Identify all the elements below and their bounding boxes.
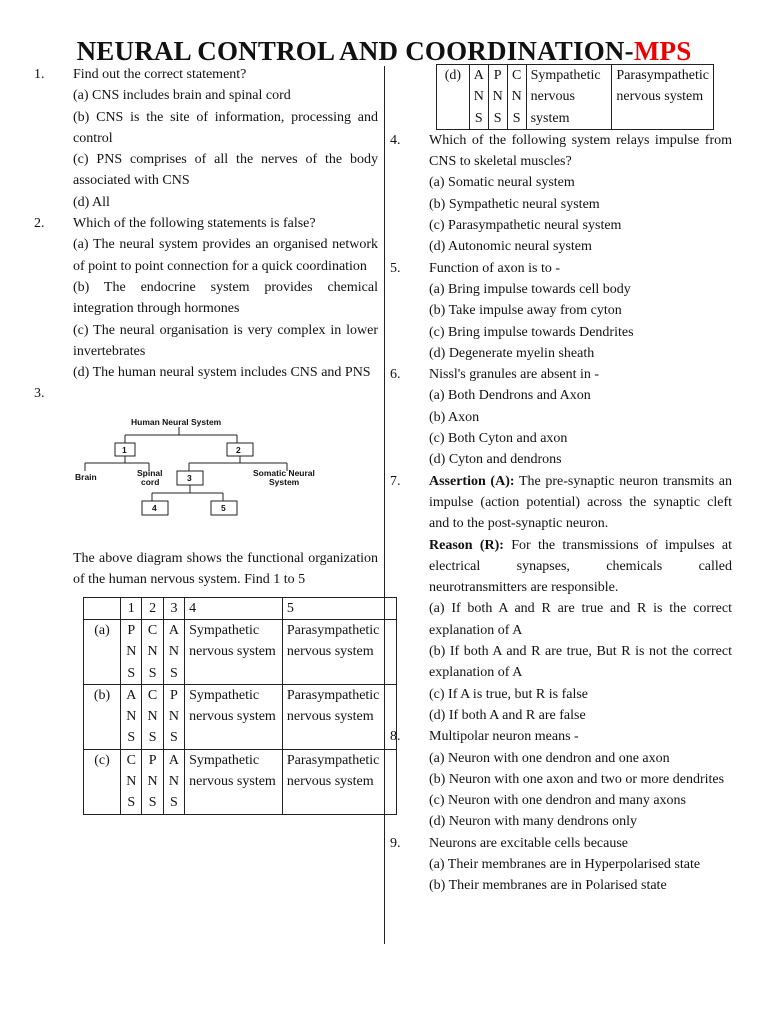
- question-number: 9.: [390, 835, 401, 851]
- reason: [429, 535, 732, 599]
- neural-system-diagram: [73, 413, 353, 541]
- label-brain: Brain: [75, 471, 97, 482]
- label-1: 1: [122, 444, 127, 455]
- option-d: (d) Cyton and dendrons: [429, 452, 562, 468]
- option-b: (b) Take impulse away from cyton: [429, 303, 622, 319]
- table-header-row: [84, 597, 397, 619]
- option-a: (a) Bring impulse towards cell body: [429, 281, 631, 297]
- table-cell: Parasympathetic nervous system: [282, 749, 396, 814]
- label-5: 5: [221, 502, 226, 513]
- option-a: (a) Their membranes are in Hyperpolarised state: [429, 856, 701, 872]
- table-row: [84, 684, 397, 749]
- right-column: [390, 64, 732, 897]
- option-a: (a) CNS includes brain and spinal cord: [73, 88, 291, 104]
- option-a: (a) Both Dendrons and Axon: [429, 388, 591, 404]
- title-text: NEURAL CONTROL AND COORDINATION-: [76, 36, 634, 66]
- option-c: (c) If A is true, but R is false: [429, 686, 589, 702]
- row-label: (c): [84, 749, 121, 814]
- table-cell: Parasympathetic nervous system: [282, 684, 396, 749]
- diagram-title: Human Neural System: [131, 416, 222, 427]
- option-b: (b) Sympathetic neural system: [429, 196, 600, 212]
- table-header: 3: [163, 597, 184, 619]
- assertion-text: The pre-synaptic neuron transmits an impulse (action potential) across the synaptic cleft and to the post-synaptic neuron.: [429, 473, 732, 532]
- option-d: (d) All: [73, 194, 110, 210]
- question-number: 3.: [34, 386, 45, 402]
- table-cell: P N S: [163, 684, 184, 749]
- table-cell: Parasympathetic nervous system: [612, 65, 714, 130]
- question-4: [390, 130, 732, 173]
- table-cell: Sympathetic nervous system: [185, 619, 283, 684]
- option-d: (d) If both A and R are false: [429, 707, 586, 723]
- label-3: 3: [187, 472, 192, 483]
- table-header: 4: [185, 597, 283, 619]
- option-c: (c) Neuron with one dendron and many axons: [429, 793, 686, 809]
- table-cell: Sympathetic nervous system: [185, 749, 283, 814]
- option-b: (b) The endocrine system provides chemical integration through hormones: [73, 279, 378, 317]
- question-text: Nissl's granules are absent in -: [429, 367, 600, 383]
- question-3: [34, 383, 378, 404]
- question-text: Which of the following statements is false?: [73, 216, 316, 232]
- option-c: (c) Both Cyton and axon: [429, 431, 568, 447]
- table-header: [84, 597, 121, 619]
- table-row: [84, 749, 397, 814]
- left-column: [34, 64, 378, 815]
- question-6: [390, 364, 732, 385]
- question-7: [390, 471, 732, 535]
- question-text: Neurons are excitable cells because: [429, 835, 629, 851]
- label-4: 4: [152, 502, 157, 513]
- option-b: (b) Axon: [429, 409, 480, 425]
- option-d: (d) Autonomic neural system: [429, 239, 592, 255]
- title-accent: MPS: [633, 36, 692, 66]
- table-row: [437, 65, 714, 130]
- question-9: [390, 833, 732, 854]
- option-a: (a) Neuron with one dendron and one axon: [429, 750, 670, 766]
- option-c: (c) Parasympathetic neural system: [429, 218, 622, 234]
- label-spinal: Spinal: [137, 467, 163, 478]
- table-cell: P N S: [121, 619, 142, 684]
- question-text: Find out the correct statement?: [73, 67, 247, 82]
- reason-text: For the transmissions of impulses at electrical synapses, chemicals called neurotransmitters are responsible.: [429, 537, 733, 596]
- table-cell: A N S: [163, 749, 184, 814]
- question-number: 8.: [390, 729, 401, 745]
- question-text: Function of axon is to -: [429, 260, 561, 276]
- table-cell: P N S: [142, 749, 163, 814]
- row-label: (a): [84, 619, 121, 684]
- question-text: Multipolar neuron means -: [429, 729, 579, 745]
- table-cell: Sympathetic nervous system: [185, 684, 283, 749]
- question-text: Which of the following system relays impulse from CNS to skeletal muscles?: [429, 132, 732, 170]
- option-b: (b) Their membranes are in Polarised state: [429, 878, 667, 894]
- question-1: [34, 64, 378, 85]
- row-label: (b): [84, 684, 121, 749]
- question-8: [390, 726, 732, 747]
- question-2: [34, 213, 378, 234]
- question-number: 5.: [390, 260, 401, 276]
- option-a: (a) Somatic neural system: [429, 175, 575, 191]
- option-b: (b) CNS is the site of information, processing and control: [73, 109, 378, 146]
- question-5: [390, 258, 732, 279]
- table-cell: C N S: [142, 684, 163, 749]
- answer-table: [83, 597, 397, 815]
- option-d: (d) The human neural system includes CNS and PNS: [73, 365, 371, 381]
- table-cell: C N S: [507, 65, 526, 130]
- table-cell: A N S: [121, 684, 142, 749]
- question-number: 1.: [34, 67, 45, 82]
- table-cell: Parasympathetic nervous system: [282, 619, 396, 684]
- assertion-label: Assertion (A):: [429, 473, 515, 489]
- question-3-text: The above diagram shows the functional organization of the human nervous system. Find 1 to 5: [73, 551, 378, 588]
- table-header: 5: [282, 597, 396, 619]
- option-a: (a) If both A and R are true and R is the correct explanation of A: [429, 601, 732, 638]
- label-cord: cord: [141, 476, 160, 487]
- table-header: 1: [121, 597, 142, 619]
- table-header: 2: [142, 597, 163, 619]
- option-d: (d) Neuron with many dendrons only: [429, 814, 638, 830]
- question-number: 6.: [390, 367, 401, 383]
- option-b: (b) Neuron with one axon and two or more dendrites: [429, 771, 725, 787]
- table-cell: P N S: [488, 65, 507, 130]
- table-cell: C N S: [142, 619, 163, 684]
- row-label: (d): [437, 65, 470, 130]
- option-c: (c) PNS comprises of all the nerves of the body associated with CNS: [73, 152, 378, 189]
- question-number: 2.: [34, 216, 45, 232]
- option-c: (c) Bring impulse towards Dendrites: [429, 324, 634, 340]
- label-2: 2: [236, 444, 241, 455]
- table-cell: A N S: [469, 65, 488, 130]
- table-cell: C N S: [121, 749, 142, 814]
- option-b: (b) If both A and R are true, But R is not the correct explanation of A: [429, 644, 732, 681]
- option-d: (d) Degenerate myelin sheath: [429, 345, 595, 361]
- table-cell: Sympathetic nervous system: [526, 65, 612, 130]
- question-number: 4.: [390, 132, 401, 148]
- reason-label: Reason (R):: [429, 537, 504, 553]
- question-number: 7.: [390, 473, 401, 489]
- table-cell: A N S: [163, 619, 184, 684]
- label-somatic: Somatic Neural: [253, 467, 315, 478]
- table-row: [84, 619, 397, 684]
- label-system: System: [269, 476, 300, 487]
- option-a: (a) The neural system provides an organised network of point to point connection for a quick coordination: [73, 237, 378, 274]
- answer-table-continued: [436, 64, 714, 130]
- option-c: (c) The neural organisation is very complex in lower invertebrates: [73, 322, 378, 359]
